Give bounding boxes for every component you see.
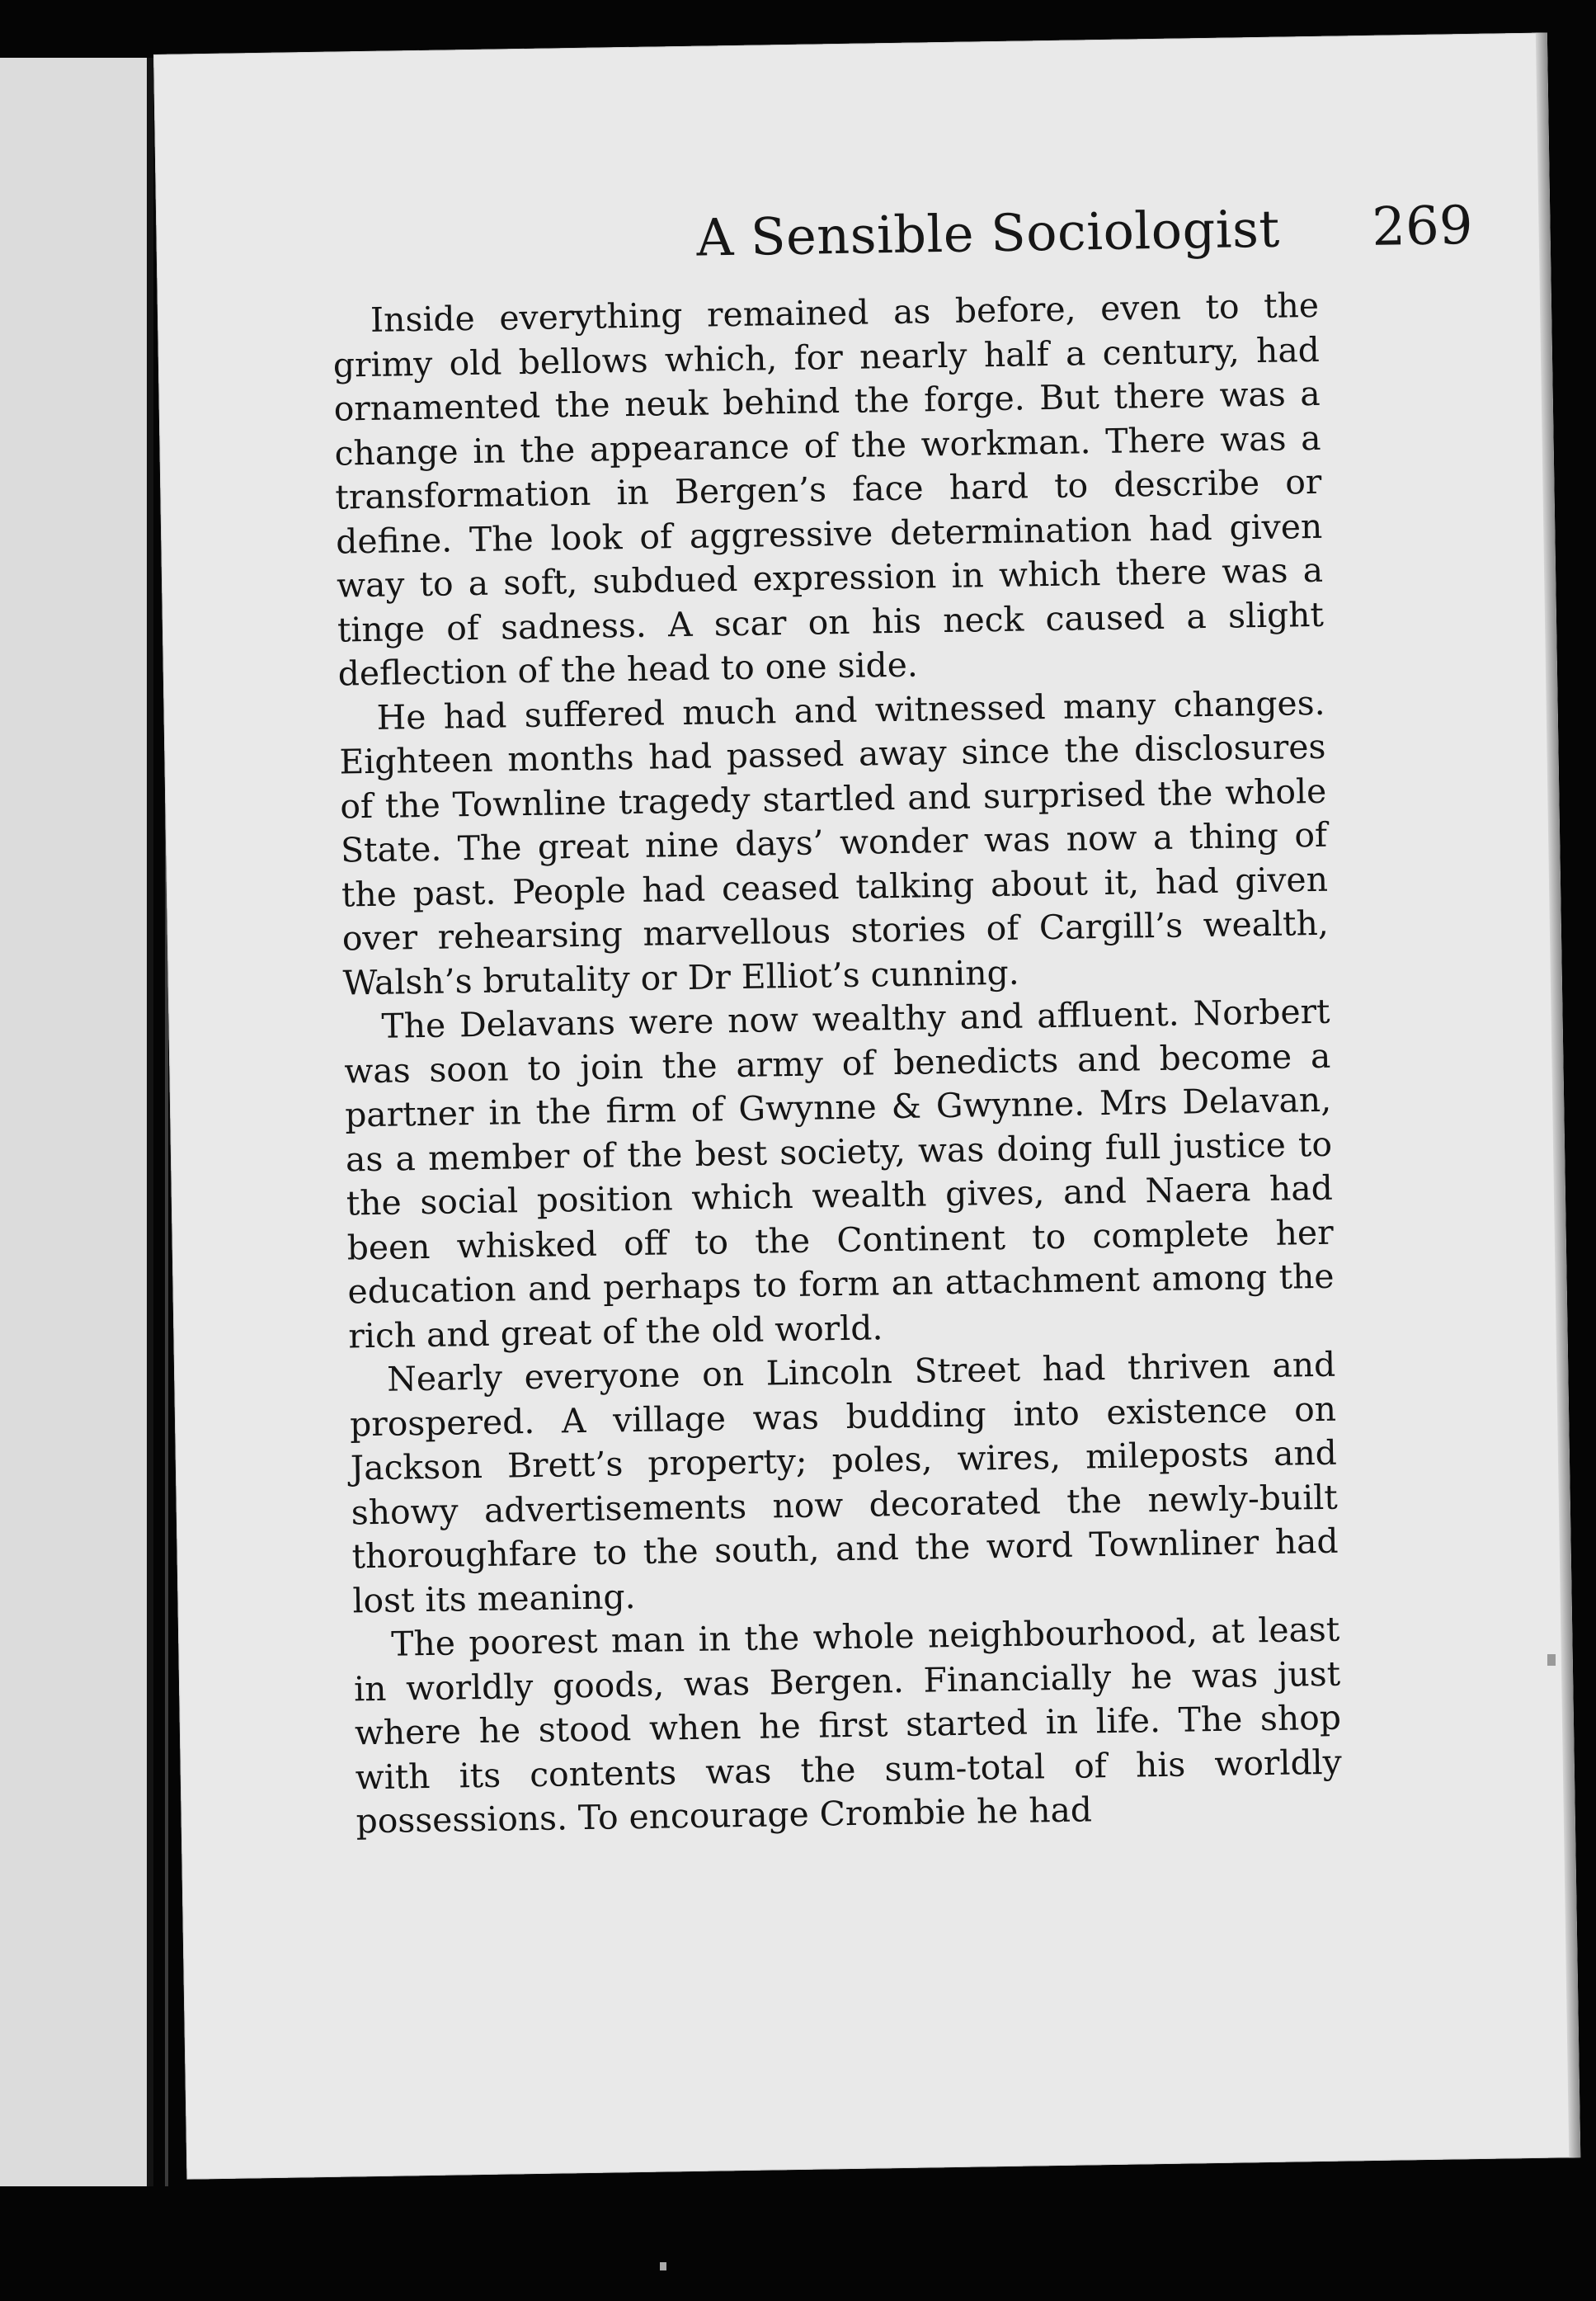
page-edge-mark (1547, 1654, 1556, 1666)
scan-speck (660, 2262, 666, 2270)
paragraph: He had suffered much and witnessed many changes. Eighteen months had passed away since the disclosures of the Townline tragedy startled and surprised the whole State. The great nine days’ wonder was now a thing of the past. People had ceased talking about it, had given over rehearsing marvellous stories of Cargill’s wealth, Walsh’s brutality or Dr Elliot’s cunning. (339, 682, 1330, 1003)
book-page (153, 32, 1580, 2179)
paragraph: Nearly everyone on Lincoln Street had thriven and prospered. A village was budding into existence on Jackson Brett’s property; poles, wires, mileposts and showy advertisements now decorated the newly-built thoroughfare to the south, and the word Townliner had lost its meaning. (349, 1344, 1339, 1620)
page-edge-shadow (1536, 32, 1580, 2157)
running-title: A Sensible Sociologist (695, 198, 1281, 268)
paragraph: Inside everything remained as before, even to the grimy old bellows which, for nearly half a century, had ornamented the neuk behind the forge. But there was a change in the appearance of the workman. There was a transformation in Bergen’s face hard to describe or define. The look of aggressive determination had given way to a soft, subdued expression in which there was a tinge of sadness. A scar on his neck caused a slight deflection of the head to one side. (332, 285, 1325, 694)
gutter-shadow (147, 58, 153, 2186)
paragraph: The Delavans were now wealthy and affluent. Norbert was soon to join the army of benedicts and become a partner in the firm of Gwynne & Gwynne. Mrs Delavan, as a member of the best society, was doing full justice to the social position which wealth gives, and Naera had been whisked off to the Continent to complete her education and perhaps to form an attachment among the rich and great of the old world. (344, 991, 1335, 1356)
paragraph: The poorest man in the whole neighbourhood, at least in worldly goods, was Bergen. Financially he was just where he stood when he first started in life. The shop with its contents was the sum-total of his worldly possessions. To encourage Crombie he had (353, 1609, 1343, 1841)
facing-page-edge (0, 58, 147, 2186)
running-head (544, 196, 1473, 285)
body-text (332, 284, 1343, 1844)
page-number: 269 (1371, 195, 1474, 258)
